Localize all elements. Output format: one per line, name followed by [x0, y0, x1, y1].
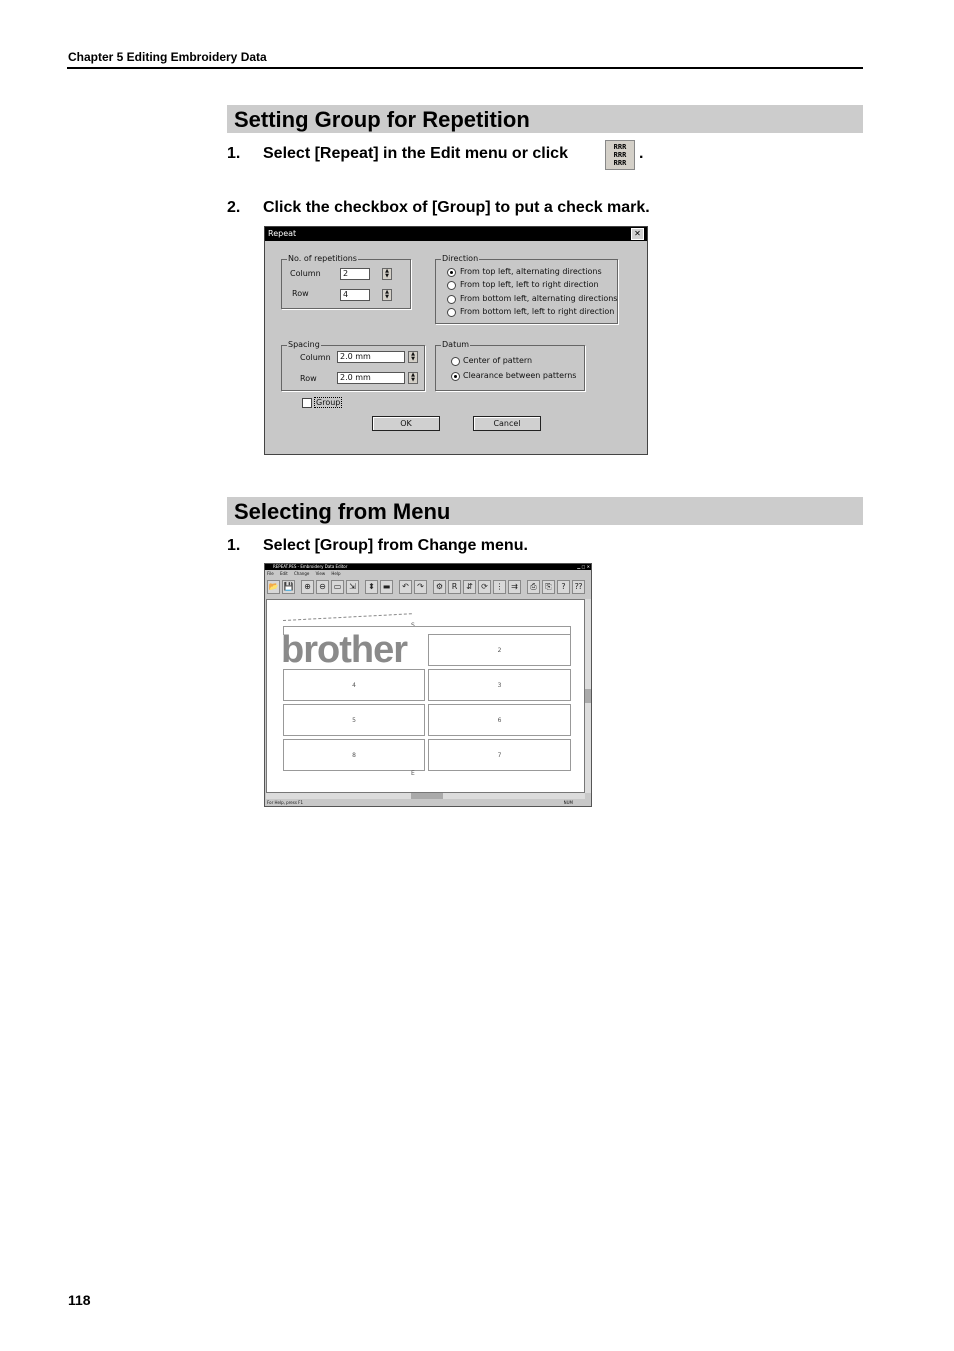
direction-option-3: From bottom left, alternating directions [460, 294, 618, 303]
spacing-row-input[interactable]: 2.0 mm [337, 372, 405, 384]
spacing-column-spinner[interactable]: ▲ ▼ [408, 351, 418, 363]
embroidery-editor-window [264, 563, 592, 807]
repeat-icon: RRR RRR RRR [605, 140, 635, 170]
hoop-icon[interactable]: ▬ [380, 580, 393, 594]
step-number: 1. [227, 537, 241, 554]
close-icon[interactable]: ✕ [631, 228, 644, 240]
direction-option-1: From top left, alternating directions [460, 267, 602, 276]
dialog-titlebar [265, 227, 647, 241]
pattern-cell-4[interactable]: 4 [283, 669, 425, 701]
spacing-group-label: Spacing [288, 340, 320, 349]
datum-option-center: Center of pattern [463, 356, 533, 365]
zoom-out-icon[interactable]: ⊖ [316, 580, 329, 594]
menu-view[interactable]: View [315, 571, 326, 576]
undo-icon[interactable]: ↶ [399, 580, 412, 594]
step-text: Select [Group] from Change menu. [263, 537, 528, 554]
repetitions-group-label: No. of repetitions [288, 254, 357, 263]
mirror-icon[interactable]: ⇉ [508, 580, 521, 594]
print-icon[interactable]: ⎙ [527, 580, 540, 594]
datum-group [435, 340, 585, 391]
horizontal-scroll-thumb[interactable] [411, 793, 443, 799]
direction-option-4: From bottom left, left to right direction [460, 307, 615, 316]
context-help-icon[interactable]: ⁇ [572, 580, 585, 594]
help-icon[interactable]: ? [557, 580, 570, 594]
header-rule [67, 67, 863, 69]
direction-group-label: Direction [442, 254, 479, 263]
pattern-cell-3[interactable]: 3 [428, 669, 571, 701]
repetitions-group [281, 254, 411, 309]
horizontal-scrollbar[interactable] [266, 793, 585, 799]
settings-icon[interactable]: ⚙ [433, 580, 446, 594]
datum-radio-center[interactable] [451, 357, 460, 366]
direction-radio-3[interactable] [447, 295, 456, 304]
direction-radio-2[interactable] [447, 281, 456, 290]
flip-icon[interactable]: ⇵ [463, 580, 476, 594]
direction-group [435, 254, 618, 324]
redo-icon[interactable]: ↷ [414, 580, 427, 594]
status-bar [265, 800, 591, 806]
datum-radio-clearance[interactable] [451, 372, 460, 381]
app-title: REPEAT.PES - Embroidery Data Editor [273, 564, 348, 569]
spacing-column-label: Column [300, 353, 331, 362]
datum-group-label: Datum [442, 340, 470, 349]
pattern-cell-6[interactable]: 6 [428, 704, 571, 736]
status-help-text: For Help, press F1 [267, 800, 304, 805]
status-num-indicator: NUM [563, 800, 573, 805]
direction-radio-1[interactable] [447, 268, 456, 277]
repeat-dialog [264, 226, 648, 455]
page-number: 118 [68, 1292, 91, 1308]
datum-option-clearance: Clearance between patterns [463, 371, 577, 380]
rotate-icon[interactable]: ⟳ [478, 580, 491, 594]
cancel-button[interactable]: Cancel [473, 416, 541, 431]
chapter-header: Chapter 5 Editing Embroidery Data [68, 50, 267, 64]
preview-icon[interactable]: ⎘ [542, 580, 555, 594]
column-label: Column [290, 269, 321, 278]
section-title: Selecting from Menu [234, 499, 451, 524]
step-number: 1. [227, 145, 241, 162]
spacing-row-spinner[interactable]: ▲ ▼ [408, 372, 418, 384]
vertical-scrollbar[interactable] [585, 599, 591, 793]
step-period: . [639, 145, 644, 162]
column-count-input[interactable]: 2 [340, 268, 370, 280]
row-count-spinner[interactable]: ▲ ▼ [382, 289, 392, 301]
pattern-cell-7[interactable]: 7 [428, 739, 571, 771]
repeat-tool-icon[interactable]: R [448, 580, 461, 594]
window-buttons-icon[interactable]: ▁ □ ✕ [577, 564, 590, 569]
spacing-group [281, 340, 425, 391]
pattern-cell-5[interactable]: 5 [283, 704, 425, 736]
direction-radio-4[interactable] [447, 308, 456, 317]
app-menubar [267, 571, 346, 576]
menu-edit[interactable]: Edit [279, 571, 288, 576]
menu-help[interactable]: Help [331, 571, 341, 576]
step-text: Click the checkbox of [Group] to put a check mark. [263, 199, 650, 216]
menu-file[interactable]: File [267, 571, 274, 576]
group-checkbox-label[interactable]: Group [316, 398, 341, 407]
zoom-in-icon[interactable]: ⊕ [301, 580, 314, 594]
pattern-cell-8[interactable]: 8 [283, 739, 425, 771]
spacing-row-label: Row [300, 374, 317, 383]
pattern-cell-2[interactable]: 2 [428, 634, 571, 666]
vertical-scroll-thumb[interactable] [585, 689, 591, 703]
step-text: Select [Repeat] in the Edit menu or click [263, 145, 568, 162]
save-icon[interactable]: 💾 [282, 580, 295, 594]
app-toolbar [267, 579, 589, 597]
spacing-column-input[interactable]: 2.0 mm [337, 351, 405, 363]
ok-button[interactable]: OK [372, 416, 440, 431]
zoom-fit-icon[interactable]: ⇲ [346, 580, 359, 594]
zoom-select-icon[interactable]: ▭ [331, 580, 344, 594]
app-titlebar [265, 564, 591, 570]
design-canvas[interactable] [266, 599, 585, 793]
open-icon[interactable]: 📂 [267, 580, 280, 594]
end-marker: E [411, 770, 415, 777]
menu-change[interactable]: Change [294, 571, 310, 576]
section-title: Setting Group for Repetition [234, 107, 530, 132]
step-number: 2. [227, 199, 241, 216]
column-count-spinner[interactable]: ▲ ▼ [382, 268, 392, 280]
direction-option-2: From top left, left to right direction [460, 280, 599, 289]
brother-embroidery-pattern[interactable]: brother [281, 629, 407, 671]
start-marker: S [411, 622, 415, 629]
row-label: Row [292, 289, 309, 298]
dialog-title: Repeat [268, 229, 297, 238]
group-checkbox[interactable] [302, 398, 312, 408]
section-heading-bar [227, 497, 863, 525]
grid-icon[interactable]: ⋮ [493, 580, 506, 594]
section-heading-bar [227, 105, 863, 133]
row-count-input[interactable]: 4 [340, 289, 370, 301]
thread-icon[interactable]: ⬍ [365, 580, 378, 594]
